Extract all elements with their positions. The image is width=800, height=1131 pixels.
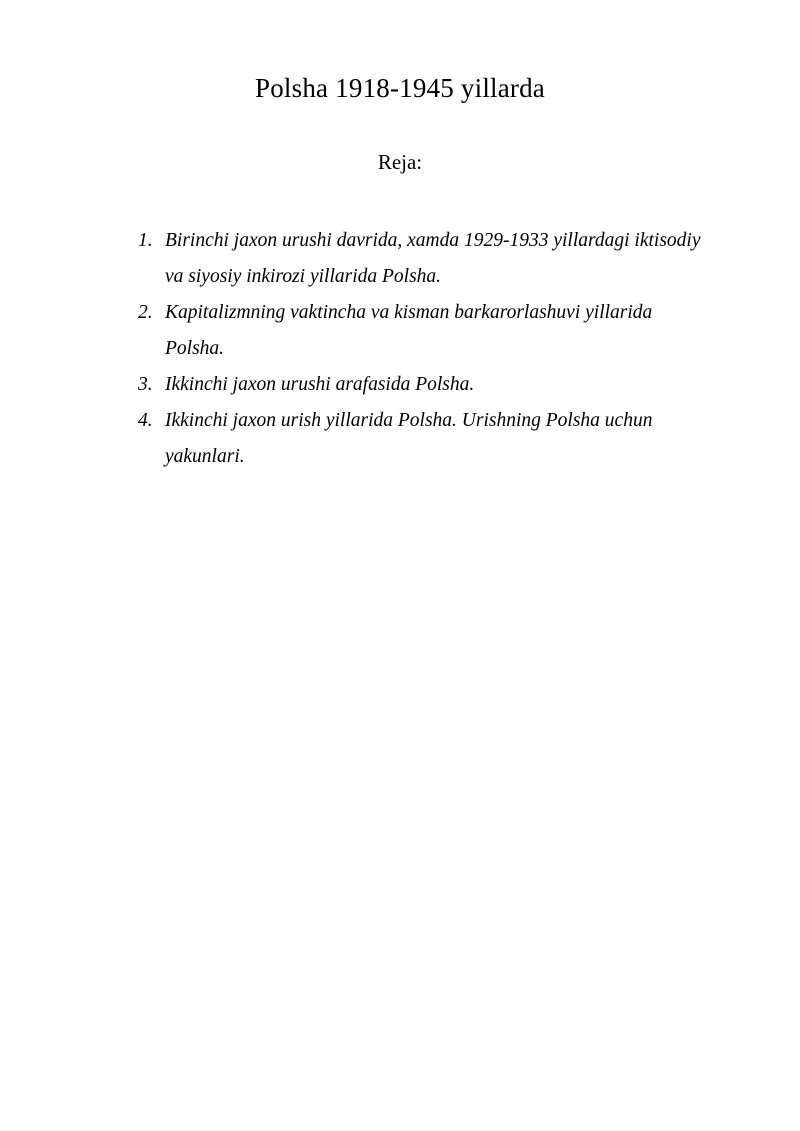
plan-heading: Reja:	[377, 150, 423, 175]
list-item-text: Ikkinchi jaxon urushi arafasida Polsha.	[165, 373, 475, 395]
list-item-text: Kapitalizmning vaktincha va kisman barkarorlashuvi yillarida Polsha.	[165, 301, 653, 359]
list-item-text: Birinchi jaxon urushi davrida, xamda 1929-1933 yillardagi iktisodiy va siyosiy inkirozi yillarida Polsha.	[165, 229, 701, 287]
list-item-marker: 4.	[138, 409, 153, 431]
plan-list	[0, 176, 800, 475]
list-item	[0, 367, 800, 403]
list-item-marker: 1.	[138, 229, 153, 251]
list-item-text: Ikkinchi jaxon urish yillarida Polsha. Urishning Polsha uchun yakunlari.	[165, 409, 653, 467]
page-title: Polsha 1918-1945 yillarda	[255, 73, 545, 103]
list-item	[0, 295, 800, 367]
list-item	[0, 403, 800, 475]
list-item-marker: 2.	[138, 301, 153, 323]
list-item	[0, 223, 800, 295]
list-item-marker: 3.	[138, 373, 153, 395]
